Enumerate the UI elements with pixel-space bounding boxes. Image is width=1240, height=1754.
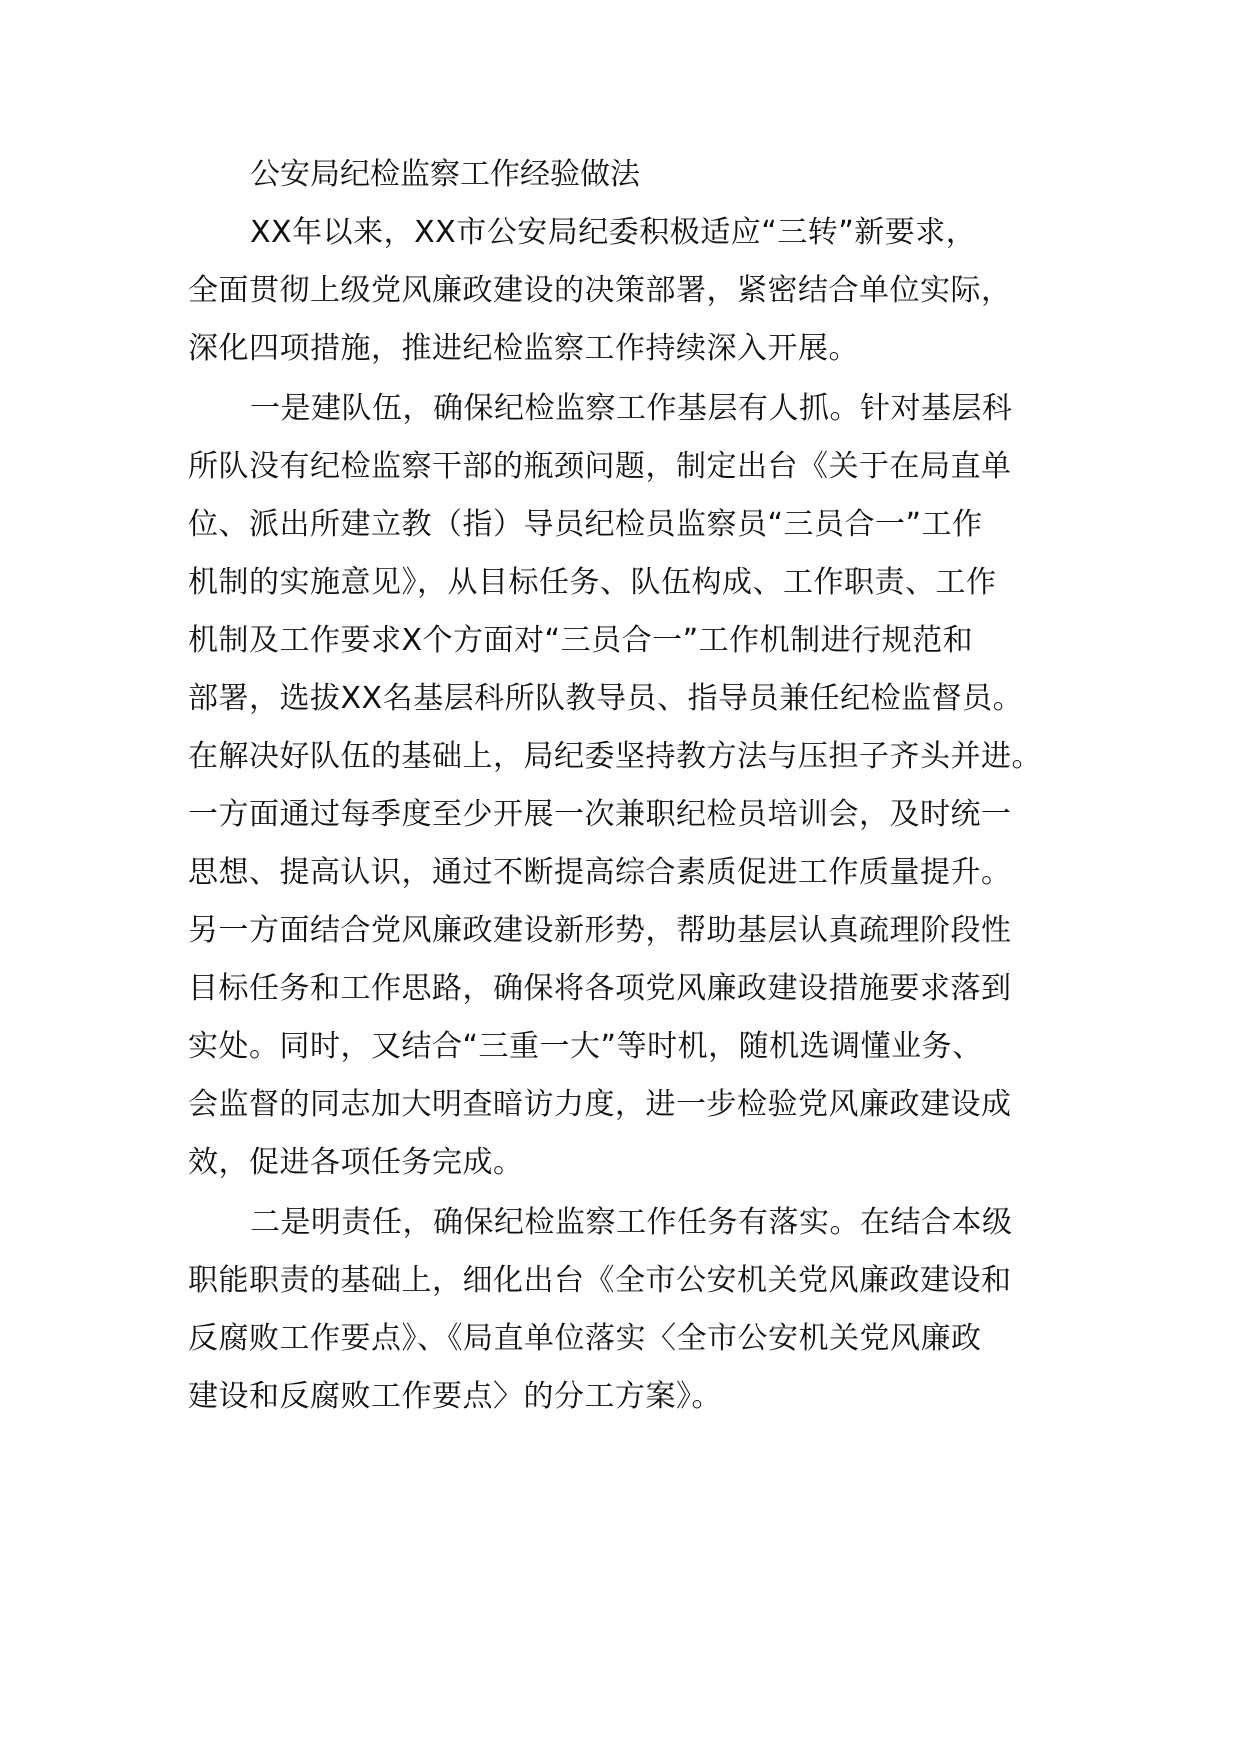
text-line: 一方面通过每季度至少开展一次兼职纪检员培训会，及时统一 [188,797,1012,832]
text-line: 另一方面结合党风廉政建设新形势，帮助基层认真疏理阶段性 [188,913,1012,948]
text-line: 全面贯彻上级党风廉政建设的决策部署，紧密结合单位实际， [188,273,1012,308]
text-line: 目标任务和工作思路，确保将各项党风廉政建设措施要求落到 [188,971,1012,1006]
text-line: 效，促进各项任务完成。 [188,1145,524,1180]
text-line: 思想、提高认识，通过不断提高综合素质促进工作质量提升。 [188,855,1012,890]
text-line: 所队没有纪检监察干部的瓶颈问题，制定出台《关于在局直单 [188,449,1012,484]
text-line: 职能职责的基础上，细化出台《全市公安机关党风廉政建设和 [188,1263,1012,1298]
text-line: 位、派出所建立教（指）导员纪检员监察员“三员合一”工作 [188,507,983,542]
document-title: 公安局纪检监察工作经验做法 [250,157,640,192]
text-line: 反腐败工作要点》、《局直单位落实〈全市公安机关党风廉政 [188,1321,982,1356]
text-line: 在解决好队伍的基础上，局纪委坚持教方法与压担子齐头并进。 [188,739,1042,774]
text-line: 建设和反腐败工作要点〉的分工方案》。 [188,1379,722,1414]
text-line: 二是明责任，确保纪检监察工作任务有落实。在结合本级 [250,1205,1013,1240]
text-line: 机制及工作要求X个方面对“三员合一”工作机制进行规范和 [188,623,974,658]
text-line: XX年以来，XX市公安局纪委积极适应“三转”新要求， [250,215,977,250]
text-line: 部署，选拔XX名基层科所队教导员、指导员兼任纪检监督员。 [188,681,1024,716]
text-line: 实处。同时，又结合“三重一大”等时机，随机选调懂业务、 [188,1029,983,1064]
text-line: 机制的实施意见》，从目标任务、队伍构成、工作职责、工作 [188,565,997,600]
text-line: 会监督的同志加大明查暗访力度，进一步检验党风廉政建设成 [188,1087,1012,1122]
text-line: 深化四项措施，推进纪检监察工作持续深入开展。 [188,331,859,366]
text-line: 一是建队伍，确保纪检监察工作基层有人抓。针对基层科 [250,391,1013,426]
